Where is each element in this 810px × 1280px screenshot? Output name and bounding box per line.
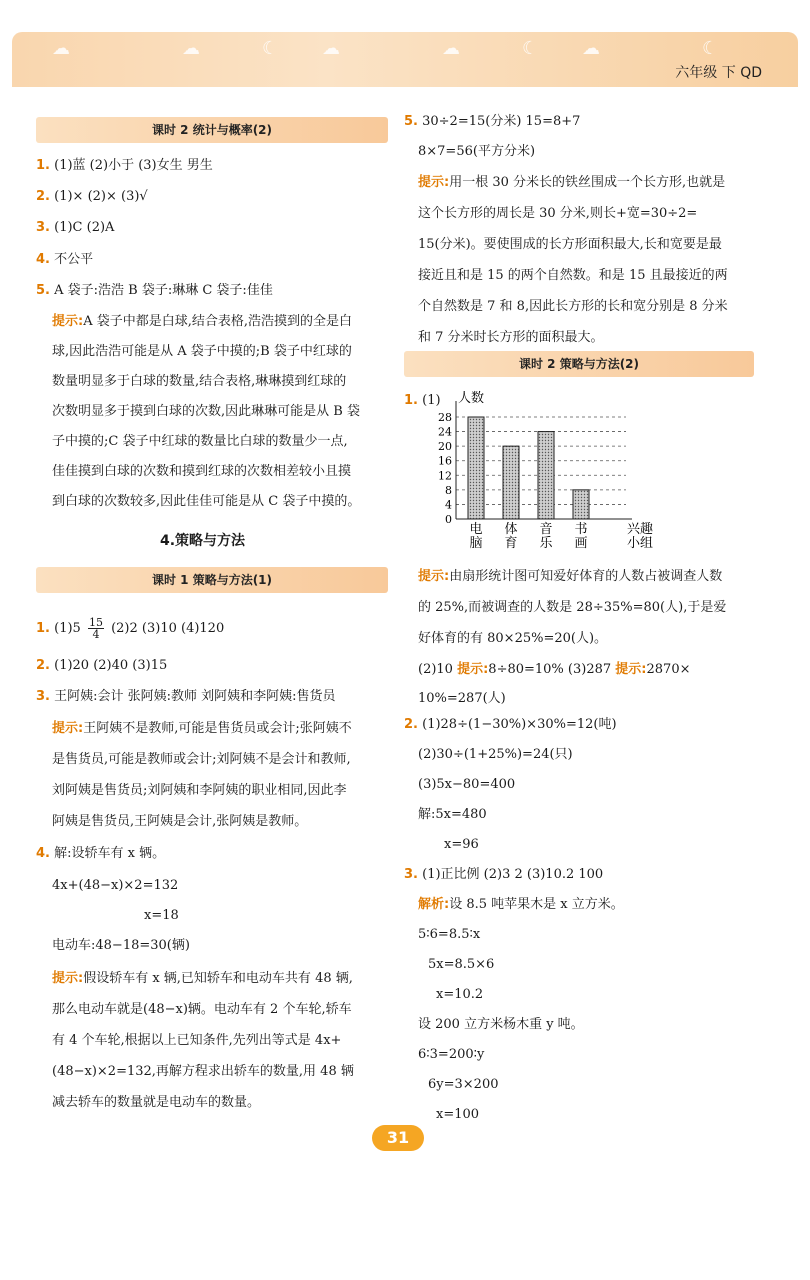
answer-text: (1)20 (2)40 (3)15	[54, 658, 168, 673]
equation: 5x=8.5×6	[428, 957, 495, 972]
equation: 电动车:48−18=30(辆)	[52, 938, 190, 953]
hint-line: 球,因此浩浩可能是从 A 袋子中摸的;B 袋子中红球的	[52, 344, 352, 359]
equation: x=96	[444, 837, 479, 852]
hint-line: 接近且和是 15 的两个自然数。和是 15 且最接近的两	[418, 268, 728, 283]
hint-line: 刘阿姨是售货员;刘阿姨和李阿姨的职业相同,因此李	[52, 783, 347, 798]
item-number: 3.	[36, 689, 50, 704]
y-tick-label: 28	[438, 411, 452, 424]
bar-2	[538, 432, 554, 519]
hint-line: 数量明显多于白球的数量,结合表格,琳琳摸到红球的	[52, 374, 347, 389]
bar-chart	[430, 388, 654, 558]
y-tick-label: 0	[445, 513, 452, 526]
grade-label: 六年级 下 QD	[675, 65, 762, 81]
answer-text: 8×7=56(平方分米)	[418, 144, 536, 159]
page-number: 31	[372, 1125, 424, 1151]
hint-label: 提示:	[457, 662, 489, 677]
x-axis-label: 小组	[626, 536, 654, 551]
equation: 6y=3×200	[428, 1077, 499, 1092]
section-title: 4.策略与方法	[160, 533, 246, 549]
moon-icon: ☾	[262, 38, 279, 59]
cloud-icon: ☁	[442, 38, 460, 59]
item-number: 2.	[36, 658, 50, 673]
equation: x=100	[436, 1107, 480, 1122]
hint-line: 这个长方形的周长是 30 分米,则长+宽=30÷2=	[418, 206, 698, 221]
item-number: 5.	[404, 114, 418, 129]
hint-line: 减去轿车的数量就是电动车的数量。	[52, 1095, 261, 1110]
analysis-label: 解析:	[418, 897, 450, 912]
equation: 6∶3=200∶y	[418, 1047, 485, 1062]
hint-label: 提示:	[52, 314, 84, 329]
hint-line: 阿姨是售货员,王阿姨是会计,张阿姨是教师。	[52, 814, 308, 829]
fraction-numerator: 15	[88, 616, 103, 629]
hint-line: 好体育的有 80×25%=20(人)。	[418, 631, 608, 646]
hint-line: 次数明显多于摸到白球的次数,因此琳琳可能是从 B 袋	[52, 404, 360, 419]
hint-line: 的 25%,而被调查的人数是 28÷35%=80(人),于是爱	[418, 600, 727, 615]
item-number: 4.	[36, 846, 50, 861]
x-tick-label: 乐	[539, 536, 553, 551]
moon-icon: ☾	[522, 38, 539, 59]
moon-icon: ☾	[702, 38, 719, 59]
hint-line: A 袋子中都是白球,结合表格,浩浩摸到的全是白	[83, 314, 352, 329]
equation: (3)5x−80=400	[418, 777, 516, 792]
hint-line: 15(分米)。要使围成的长方形面积最大,长和宽要是最	[418, 237, 722, 252]
x-tick-label: 音	[539, 522, 553, 537]
hint-line: 子中摸的;C 袋子中红球的数量比白球的数量少一点,	[52, 434, 348, 449]
x-tick-label: 书	[574, 522, 588, 537]
item-number: 5.	[36, 283, 50, 298]
bar-0	[468, 417, 484, 519]
fraction-denominator: 4	[92, 628, 100, 641]
lesson-bar: 课时 2 策略与方法(2)	[404, 351, 754, 377]
cloud-icon: ☁	[322, 38, 340, 59]
answer-text: 解:设轿车有 x 辆。	[54, 846, 166, 861]
x-axis-label: 兴趣	[626, 522, 654, 537]
answer-text: (1)	[422, 393, 441, 408]
hint-line: (48−x)×2=132,再解方程求出轿车的数量,用 48 辆	[52, 1064, 354, 1079]
x-tick-label: 育	[504, 536, 518, 551]
x-tick-label: 电	[469, 522, 483, 537]
y-tick-label: 4	[445, 498, 452, 512]
equation: 5∶6=8.5∶x	[418, 927, 481, 942]
equation: 4x+(48−x)×2=132	[52, 878, 179, 893]
answer-text: 30÷2=15(分米) 15=8+7	[422, 114, 581, 129]
hint-label: 提示:	[418, 175, 450, 190]
x-tick-label: 体	[504, 522, 518, 537]
hint-line: 个自然数是 7 和 8,因此长方形的长和宽分别是 8 分米	[418, 299, 728, 314]
y-axis-label: 人数	[458, 391, 485, 406]
cloud-icon: ☁	[582, 38, 600, 59]
answer-text: (2)30÷(1+25%)=24(只)	[418, 747, 573, 762]
answer-text: (2)10	[418, 662, 458, 677]
lesson-bar: 课时 1 策略与方法(1)	[36, 567, 388, 593]
answer-text: A 袋子:浩浩 B 袋子:琳琳 C 袋子:佳佳	[54, 283, 273, 298]
item-number: 1.	[36, 621, 50, 636]
y-tick-label: 8	[445, 483, 452, 497]
hint-label: 提示:	[615, 662, 647, 677]
item-number: 2.	[36, 189, 50, 204]
hint-label: 提示:	[418, 569, 450, 584]
equation: 解:5x=480	[418, 807, 487, 822]
item-number: 1.	[36, 158, 50, 173]
hint-line: 王阿姨不是教师,可能是售货员或会计;张阿姨不	[83, 721, 352, 736]
y-tick-label: 16	[438, 454, 452, 468]
answer-text: (1)5	[54, 621, 81, 636]
item-number: 3.	[404, 867, 418, 882]
equation: x=18	[144, 908, 179, 923]
item-number: 2.	[404, 717, 418, 732]
answer-text: (1)C (2)A	[54, 220, 115, 235]
hint-line: 有 4 个车轮,根据以上已知条件,先列出等式是 4x+	[52, 1033, 342, 1048]
lesson-bar: 课时 2 统计与概率(2)	[36, 117, 388, 143]
x-tick-label: 画	[574, 536, 588, 551]
bar-1	[503, 446, 519, 519]
answer-text: 王阿姨:会计 张阿姨:教师 刘阿姨和李阿姨:售货员	[54, 689, 336, 704]
x-tick-label: 脑	[469, 536, 483, 551]
hint-line: 和 7 分米时长方形的面积最大。	[418, 330, 604, 345]
bar-3	[573, 490, 589, 519]
hint-line: 用一根 30 分米长的铁丝围成一个长方形,也就是	[449, 175, 726, 190]
hint-line: 佳佳摸到白球的次数和摸到红球的次数相差较小且摸	[52, 464, 352, 479]
answer-text: (2)2 (3)10 (4)120	[111, 621, 225, 636]
answer-text: 设 200 立方米杨木重 y 吨。	[418, 1017, 584, 1032]
answer-text: (1)× (2)× (3)√	[54, 189, 148, 204]
cloud-icon: ☁	[52, 38, 70, 59]
item-number: 4.	[36, 252, 50, 267]
answer-text: (1)蓝 (2)小于 (3)女生 男生	[54, 158, 213, 173]
hint-line: 是售货员,可能是教师或会计;刘阿姨不是会计和教师,	[52, 752, 351, 767]
hint-label: 提示:	[52, 971, 84, 986]
y-tick-label: 24	[438, 425, 452, 439]
y-tick-label: 12	[438, 469, 452, 483]
cloud-icon: ☁	[182, 38, 200, 59]
hint-line: 那么电动车就是(48−x)辆。电动车有 2 个车轮,轿车	[52, 1002, 352, 1017]
answer-text: 不公平	[54, 252, 94, 267]
answer-text: (1)28÷(1−30%)×30%=12(吨)	[422, 717, 617, 732]
equation: x=10.2	[436, 987, 484, 1002]
hint-line: 到白球的次数较多,因此佳佳可能是从 C 袋子中摸的。	[52, 494, 361, 509]
analysis-text: 设 8.5 吨苹果木是 x 立方米。	[449, 897, 624, 912]
item-number: 3.	[36, 220, 50, 235]
fraction	[88, 617, 104, 640]
answer-text: 10%=287(人)	[418, 691, 506, 706]
answer-text: 2870×	[646, 662, 691, 677]
hint-line: 由扇形统计图可知爱好体育的人数占被调查人数	[449, 569, 723, 584]
hint-label: 提示:	[52, 721, 84, 736]
answer-text: 8÷80=10% (3)287	[488, 662, 616, 677]
hint-line: 假设轿车有 x 辆,已知轿车和电动车共有 48 辆,	[83, 971, 353, 986]
y-tick-label: 20	[438, 440, 452, 454]
answer-text: (1)正比例 (2)3 2 (3)10.2 100	[422, 867, 604, 882]
item-number: 1.	[404, 393, 418, 408]
